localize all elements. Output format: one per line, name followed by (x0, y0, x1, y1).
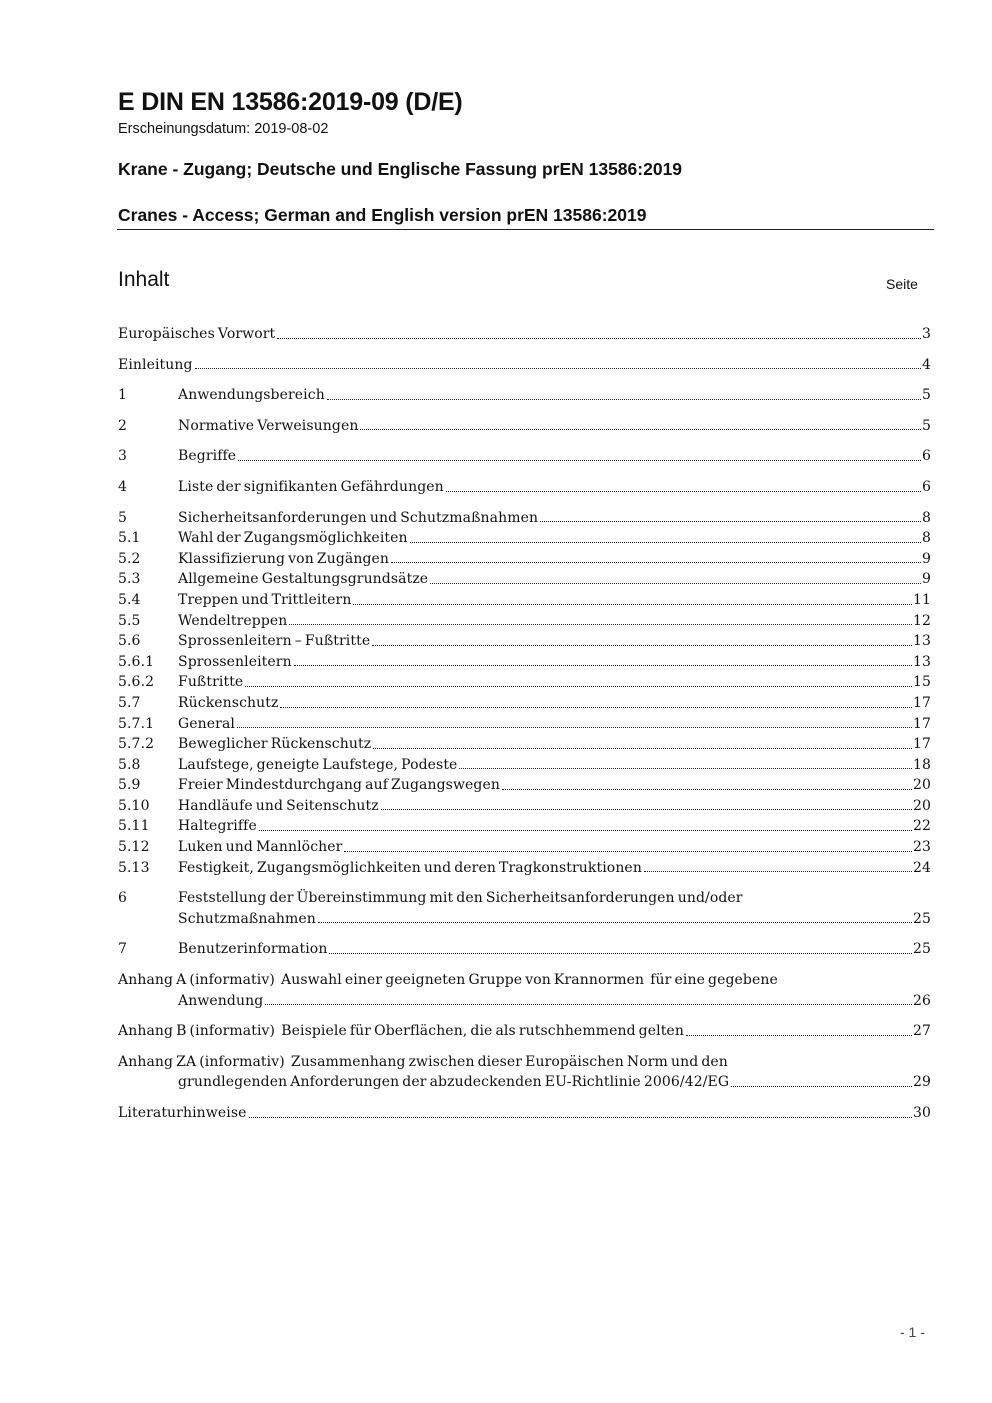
toc-entry-number: 5.9 (118, 777, 141, 794)
toc-entry-page: 9 (921, 571, 931, 588)
toc-entry-page: 11 (912, 591, 931, 608)
toc-entry-title: Wahl der Zugangsmöglichkeiten (178, 530, 408, 547)
toc-entry-page: 30 (912, 1105, 931, 1121)
toc-entry-title: Rückenschutz (178, 694, 279, 711)
toc-leader (644, 871, 912, 872)
toc-entry-page: 23 (912, 839, 931, 856)
toc-entry-title: Treppen und Trittleitern (178, 591, 352, 608)
toc-entry-page: 22 (912, 818, 931, 835)
toc-entry-4[interactable] (118, 477, 931, 498)
toc-leader (238, 460, 921, 461)
toc-entry-number: 5.7 (118, 694, 141, 711)
toc-entry-page: 13 (912, 653, 931, 670)
toc-entry-page: 15 (912, 674, 931, 691)
toc-entry-page: 12 (912, 612, 931, 629)
toc-leader (360, 429, 921, 430)
toc-entry-number: 5 (118, 509, 128, 526)
toc-leader (245, 686, 912, 687)
toc-entry-number: 5.7.2 (118, 736, 155, 753)
toc-entry-title: Wendeltreppen (178, 612, 288, 629)
toc-entry-title: Haltegriffe (178, 818, 257, 835)
toc-entry-page: 29 (912, 1074, 931, 1091)
toc-entry-page: 20 (912, 797, 931, 814)
toc-entry-page: 5 (921, 387, 931, 404)
toc-leader (502, 789, 912, 790)
toc-entry-5-7-2[interactable] (118, 734, 931, 755)
toc-entry-title: Luken und Mannlöcher (178, 839, 343, 856)
toc-leader (294, 665, 912, 666)
toc-entry-title-line1: Feststellung der Übereinstimmung mit den Sicherheitsanforderungen und/oder (178, 890, 743, 907)
toc-entry-page: 20 (912, 777, 931, 794)
toc-entry-number: 5.4 (118, 591, 141, 608)
toc-entry-page: 25 (912, 910, 931, 927)
toc-leader (329, 953, 912, 954)
toc-entry-number: 2 (118, 417, 128, 434)
toc-entry-vorwort[interactable] (118, 324, 931, 345)
toc-entry-anhang-b[interactable] (118, 1021, 931, 1042)
toc-leader (459, 768, 912, 769)
toc-entry-einleitung[interactable] (118, 355, 931, 376)
toc-entry-5-5[interactable] (118, 611, 931, 632)
toc-entry-number: 5.6 (118, 633, 141, 650)
toc-entry-number: 5.13 (118, 859, 150, 876)
toc-entry-page: 13 (912, 633, 931, 650)
toc-entry-title: Sicherheitsanforderungen und Schutzmaßnahmen (178, 509, 539, 526)
header-divider (117, 229, 934, 230)
toc-entry-7[interactable] (118, 939, 931, 960)
toc-entry-number: 5.2 (118, 550, 141, 567)
toc-entry-anhang-a[interactable] (118, 970, 931, 1011)
toc-entry-title-line1: Anhang ZA (informativ) Zusammenhang zwischen dieser Europäischen Norm und den (118, 1053, 728, 1070)
toc-entry-3[interactable] (118, 446, 931, 467)
toc-entry-5[interactable] (118, 508, 931, 529)
toc-entry-title: Beweglicher Rückenschutz (178, 736, 372, 753)
toc-leader (195, 368, 921, 369)
toc-leader (446, 491, 921, 492)
table-of-contents (118, 324, 931, 1124)
toc-leader (381, 809, 912, 810)
toc-entry-page: 4 (921, 356, 931, 373)
toc-entry-title: Festigkeit, Zugangsmöglichkeiten und deren Tragkonstruktionen (178, 859, 642, 876)
toc-entry-page: 18 (912, 756, 931, 773)
toc-entry-number: 5.8 (118, 756, 141, 773)
toc-leader (289, 624, 912, 625)
document-id: E DIN EN 13586:2019-09 (D/E) (118, 88, 463, 116)
toc-entry-5-6-2[interactable] (118, 672, 931, 693)
toc-entry-5-3[interactable] (118, 569, 931, 590)
toc-entry-number: 5.5 (118, 612, 141, 629)
toc-entry-number: 3 (118, 448, 128, 465)
title-german: Krane - Zugang; Deutsche und Englische Fassung prEN 13586:2019 (118, 159, 683, 179)
toc-entry-title: Freier Mindestdurchgang auf Zugangswegen (178, 777, 500, 794)
toc-entry-5-11[interactable] (118, 816, 931, 837)
toc-entry-number: 5.11 (118, 818, 150, 835)
toc-leader (318, 922, 912, 923)
toc-entry-title-line1: Anhang A (informativ) Auswahl einer geeigneten Gruppe von Krannormen für eine gegebene (118, 972, 778, 989)
toc-entry-5-13[interactable] (118, 858, 931, 879)
toc-entry-title-line2: Anwendung (178, 992, 264, 1009)
toc-leader (391, 562, 921, 563)
toc-entry-page: 17 (912, 736, 931, 753)
toc-entry-page: 17 (912, 694, 931, 711)
toc-leader (344, 851, 912, 852)
toc-entry-title: Europäisches Vorwort (118, 326, 276, 342)
toc-leader (373, 748, 912, 749)
toc-heading: Inhalt (118, 268, 170, 291)
toc-entry-page: 9 (921, 550, 931, 567)
toc-entry-1[interactable] (118, 385, 931, 406)
toc-entry-title: Fußtritte (178, 674, 244, 691)
toc-entry-title: Laufstege, geneigte Laufstege, Podeste (178, 756, 458, 773)
toc-entry-number: 6 (118, 890, 128, 907)
toc-entry-number: 5.12 (118, 839, 150, 856)
toc-entry-5-2[interactable] (118, 549, 931, 570)
toc-entry-page: 24 (912, 859, 931, 876)
toc-entry-number: 5.10 (118, 797, 150, 814)
toc-entry-page: 6 (921, 478, 931, 495)
toc-entry-literatur[interactable] (118, 1103, 931, 1124)
toc-entry-5-8[interactable] (118, 755, 931, 776)
toc-entry-5-7[interactable] (118, 693, 931, 714)
toc-entry-anhang-za[interactable] (118, 1052, 931, 1093)
toc-entry-page: 6 (921, 448, 931, 465)
toc-leader (353, 604, 912, 605)
toc-entry-5-12[interactable] (118, 837, 931, 858)
toc-entry-title: Literaturhinweise (118, 1105, 247, 1121)
toc-leader (237, 727, 912, 728)
toc-entry-title: Handläufe und Seitenschutz (178, 797, 379, 814)
toc-entry-title: Normative Verweisungen (178, 417, 359, 434)
toc-entry-title: Anwendungsbereich (178, 387, 325, 404)
toc-leader (249, 1117, 912, 1118)
toc-leader (280, 707, 912, 708)
toc-leader (731, 1086, 912, 1087)
toc-entry-title: Liste der signifikanten Gefährdungen (178, 478, 444, 495)
toc-entry-5-10[interactable] (118, 796, 931, 817)
toc-entry-page: 17 (912, 715, 931, 732)
toc-entry-number: 5.3 (118, 571, 141, 588)
toc-leader (277, 338, 921, 339)
toc-leader (540, 521, 921, 522)
toc-entry-page: 27 (912, 1023, 931, 1040)
title-english: Cranes - Access; German and English version prEN 13586:2019 (118, 205, 647, 225)
toc-entry-number: 5.1 (118, 530, 141, 547)
toc-entry-number: 5.6.2 (118, 674, 155, 691)
toc-leader (259, 830, 912, 831)
toc-entry-page: 25 (912, 941, 931, 958)
toc-entry-title: Begriffe (178, 448, 237, 465)
toc-entry-page: 5 (921, 417, 931, 434)
toc-entry-2[interactable] (118, 416, 931, 437)
toc-entry-5-1[interactable] (118, 528, 931, 549)
toc-leader (372, 645, 912, 646)
toc-entry-5-6[interactable] (118, 631, 931, 652)
toc-leader (410, 542, 921, 543)
toc-entry-title: Klassifizierung von Zugängen (178, 550, 390, 567)
page-number: - 1 - (900, 1324, 925, 1340)
toc-entry-5-6-1[interactable] (118, 652, 931, 673)
toc-leader (686, 1035, 912, 1036)
toc-entry-5-7-1[interactable] (118, 714, 931, 735)
toc-entry-number: 4 (118, 478, 128, 495)
toc-entry-title: General (178, 715, 235, 732)
toc-entry-page: 8 (921, 509, 931, 526)
toc-entry-number: 5.7.1 (118, 715, 155, 732)
toc-entry-number: 5.6.1 (118, 653, 155, 670)
toc-page-column-label: Seite (886, 276, 918, 292)
toc-entry-number: 1 (118, 387, 128, 404)
toc-entry-title: Anhang B (informativ) Beispiele für Oberflächen, die als rutschhemmend gelten (118, 1023, 684, 1040)
toc-entry-6[interactable] (118, 888, 931, 929)
toc-entry-title: Sprossenleitern – Fußtritte (178, 633, 371, 650)
toc-entry-title-line2: Schutzmaßnahmen (178, 910, 316, 927)
toc-entry-title: Einleitung (118, 356, 193, 373)
toc-entry-title: Benutzerinformation (178, 941, 328, 958)
publication-date: Erscheinungsdatum: 2019-08-02 (118, 121, 329, 137)
toc-entry-5-4[interactable] (118, 590, 931, 611)
toc-leader (430, 583, 921, 584)
toc-entry-5-9[interactable] (118, 775, 931, 796)
toc-entry-page: 3 (921, 326, 931, 342)
toc-entry-title: Sprossenleitern (178, 653, 292, 670)
toc-entry-title: Allgemeine Gestaltungsgrundsätze (178, 571, 429, 588)
toc-entry-title-line2: grundlegenden Anforderungen der abzudeckenden EU-Richtlinie 2006/42/EG (178, 1074, 730, 1091)
toc-entry-number: 7 (118, 941, 128, 958)
toc-entry-page: 26 (912, 992, 931, 1009)
toc-leader (327, 399, 921, 400)
toc-entry-page: 8 (921, 530, 931, 547)
toc-leader (265, 1004, 912, 1005)
